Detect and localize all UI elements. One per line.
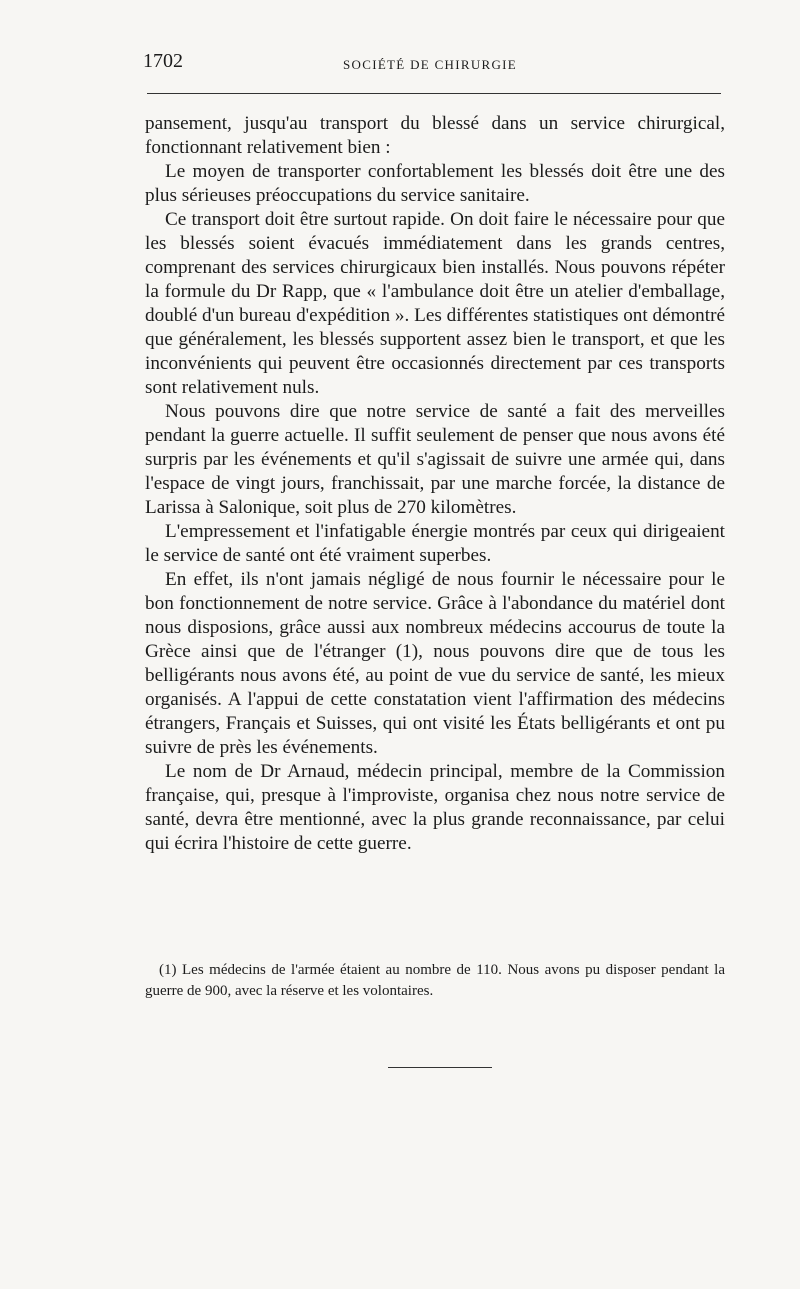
paragraph: L'empressement et l'infatigable énergie montrés par ceux qui dirigeaient le service de santé ont été vraiment superbes. xyxy=(145,521,725,566)
body-text xyxy=(145,112,725,856)
paragraph: Nous pouvons dire que notre service de santé a fait des merveilles pendant la guerre actuelle. Il suffit seulement de penser que nous avons été surpris par les événements et qu'il s'agissait de suivre une armée qui, dans l'espace de vingt jours, franchissait, par une marche forcée, la distance de Larissa à Salonique, soit plus de 270 kilomètres. xyxy=(145,401,725,518)
paragraph: Le moyen de transporter confortablement les blessés doit être une des plus sérieuses préoccupations du service sanitaire. xyxy=(145,161,725,206)
header-rule xyxy=(147,93,721,94)
page-header xyxy=(143,50,723,80)
footnote-text: (1) Les médecins de l'armée étaient au nombre de 110. Nous avons pu disposer pendant la guerre de 900, avec la réserve et les volontaires. xyxy=(145,962,725,999)
page-number: 1702 xyxy=(143,50,183,72)
paragraph: En effet, ils n'ont jamais négligé de nous fournir le nécessaire pour le bon fonctionnement de notre service. Grâce à l'abondance du matériel dont nous disposions, grâce aussi aux nombreux médecins accourus de toute la Grèce ainsi que de l'étranger (1), nous pouvons dire que de tous les belligérants nous avons été, au point de vue du service de santé, les mieux organisés. A l'appui de cette constatation vient l'affirmation des médecins étrangers, Français et Suisses, qui ont visité les États belligérants et ont pu suivre de près les événements. xyxy=(145,569,725,758)
paragraph: pansement, jusqu'au transport du blessé dans un service chirurgical, fonctionnant relativement bien : xyxy=(145,113,725,158)
paragraph: Le nom de Dr Arnaud, médecin principal, membre de la Commission française, qui, presque à l'improviste, organisa chez nous notre service de santé, devra être mentionné, avec la plus grande reconnaissance, par celui qui écrira l'histoire de cette guerre. xyxy=(145,761,725,854)
paragraph: Ce transport doit être surtout rapide. On doit faire le nécessaire pour que les blessés soient évacués immédiatement dans les grands centres, comprenant des services chirurgicaux bien installés. Nous pouvons répéter la formule du Dr Rapp, que « l'ambulance doit être un atelier d'emballage, doublé d'un bureau d'expédition ». Les différentes statistiques ont démontré que généralement, les blessés supportent assez bien le transport, et que les inconvénients qui peuvent être occasionnés directement par ces transports sont relativement nuls. xyxy=(145,209,725,398)
running-title: SOCIÉTÉ DE CHIRURGIE xyxy=(343,57,518,72)
end-rule xyxy=(388,1067,492,1068)
footnote xyxy=(145,960,725,1002)
